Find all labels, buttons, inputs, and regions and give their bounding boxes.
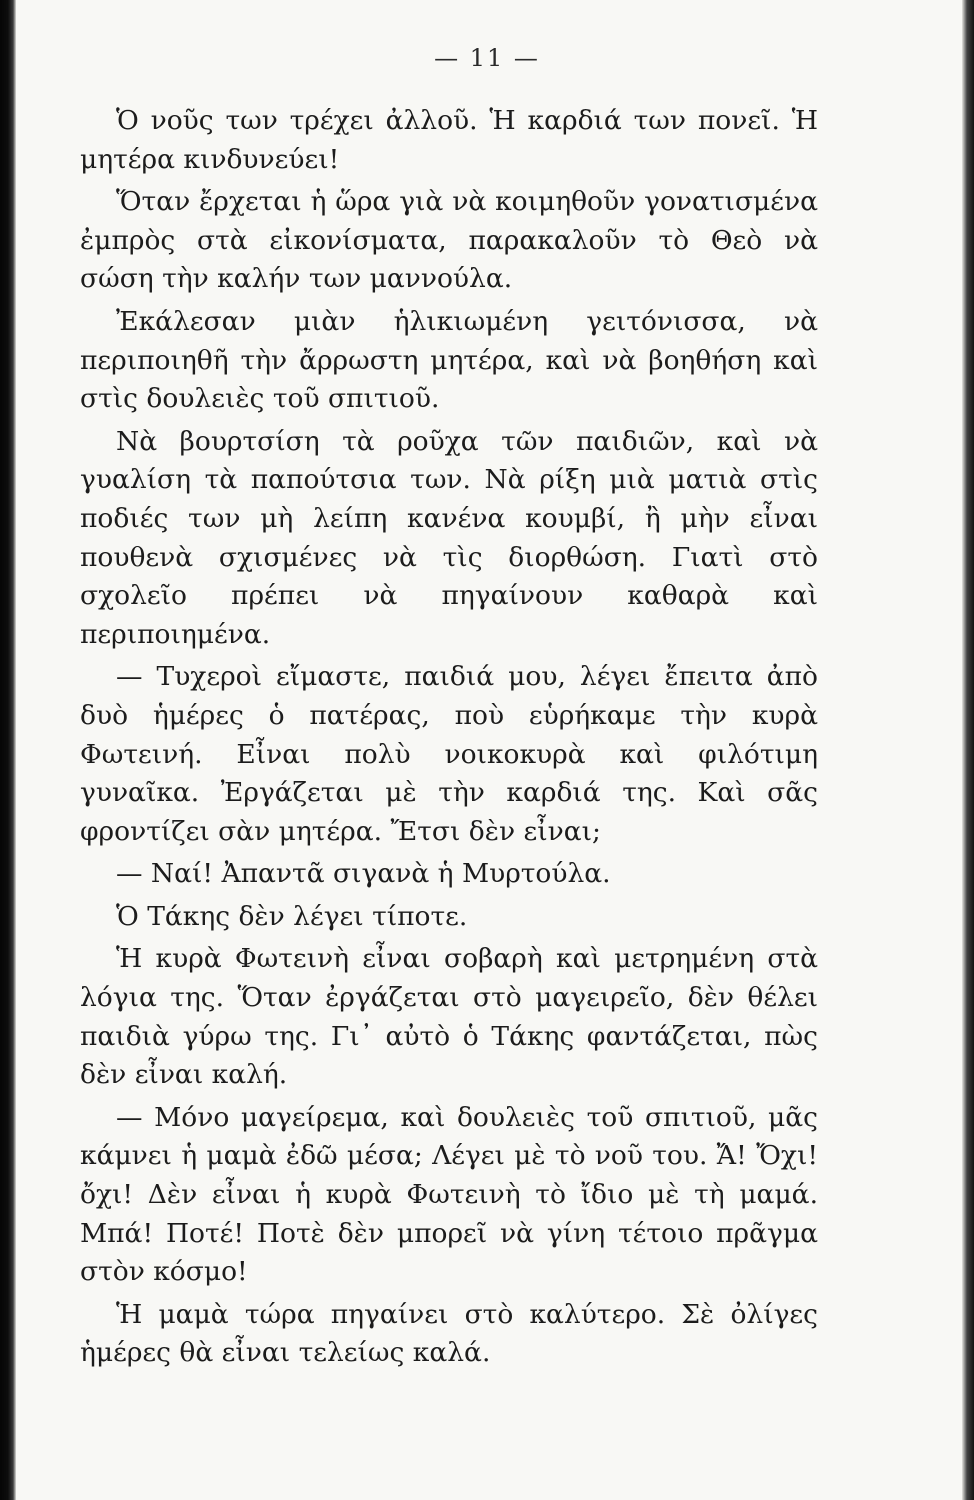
paragraph: Ὁ Τάκης δὲν λέγει τίποτε. [116,900,468,932]
paragraph: Ἡ κυρὰ Φωτεινὴ εἶναι σοβαρὴ καὶ μετρημένη στὰ λόγια της. Ὅταν ἐργάζεται στὸ μαγειρεῖο, δὲν θέλει παιδιὰ γύρω της. Γι᾿ αὐτὸ ὁ Τάκης φαντάζεται, πὼς δὲν εἶναι καλή. [80,943,818,1091]
paragraph: Ὅταν ἔρχεται ἡ ὥρα γιὰ νὰ κοιμηθοῦν γονατισμένα ἐμπρὸς στὰ εἰκονίσματα, παρακαλοῦν τὸ Θεὸ νὰ σώση τὴν καλήν των μαννούλα. [80,186,818,295]
paragraph: — Τυχεροὶ εἴμαστε, παιδιά μου, λέγει ἔπειτα ἀπὸ δυὸ ἡμέρες ὁ πατέρας, ποὺ εὑρήκαμε τὴν κυρὰ Φωτεινή. Εἶναι πολὺ νοικοκυρὰ καὶ φιλότιμη γυναῖκα. Ἐργάζεται μὲ τὴν καρδιά της. Καὶ σᾶς φροντίζει σὰν μητέρα. Ἔτσι δὲν εἶναι; [80,661,818,847]
paragraph: — Μόνο μαγείρεμα, καὶ δουλειὲς τοῦ σπιτιοῦ, μᾶς κάμνει ἡ μαμὰ ἐδῶ μέσα; Λέγει μὲ τὸ νοῦ του. Ἄ! Ὄχι! ὄχι! Δὲν εἶναι ἡ κυρὰ Φωτεινὴ τὸ ἴδιο μὲ τὴ μαμά. Μπά! Ποτέ! Ποτὲ δὲν μπορεῖ νὰ γίνη τέτοιο πρᾶγμα στὸν κόσμο! [80,1101,818,1288]
body-text [80,102,818,1373]
paragraph: Ἐκάλεσαν μιὰν ἡλικιωμένη γειτόνισσα, νὰ περιποιηθῆ τὴν ἄρρωστη μητέρα, καὶ νὰ βοηθήση καὶ στὶς δουλειὲς τοῦ σπιτιοῦ. [80,305,818,415]
paragraph: Ἡ μαμὰ τώρα πηγαίνει στὸ καλύτερο. Σὲ ὀλίγες ἡμέρες θὰ εἶναι τελείως καλά. [80,1298,818,1369]
paragraph: Νὰ βουρτσίση τὰ ροῦχα τῶν παιδιῶν, καὶ νὰ γυαλίση τὰ παπούτσια των. Νὰ ρίξη μιὰ ματιὰ στὶς ποδιές των μὴ λείπη κανένα κουμβί, ἢ μὴν εἶναι πουθενὰ σχισμένες νὰ τὶς διορθώση. Γιατὶ στὸ σχολεῖο πρέπει νὰ πηγαίνουν καθαρὰ καὶ περιποιημένα. [80,425,818,650]
scan-edge-right [962,0,974,1500]
paragraph: Ὁ νοῦς των τρέχει ἀλλοῦ. Ἡ καρδιά των πονεῖ. Ἡ μητέρα κινδυνεύει! [80,105,818,175]
page-number: — 11 — [434,44,540,72]
scan-edge-left [0,0,16,1500]
paragraph: — Ναί! Ἀπαντᾶ σιγανὰ ἡ Μυρτούλα. [116,858,611,890]
